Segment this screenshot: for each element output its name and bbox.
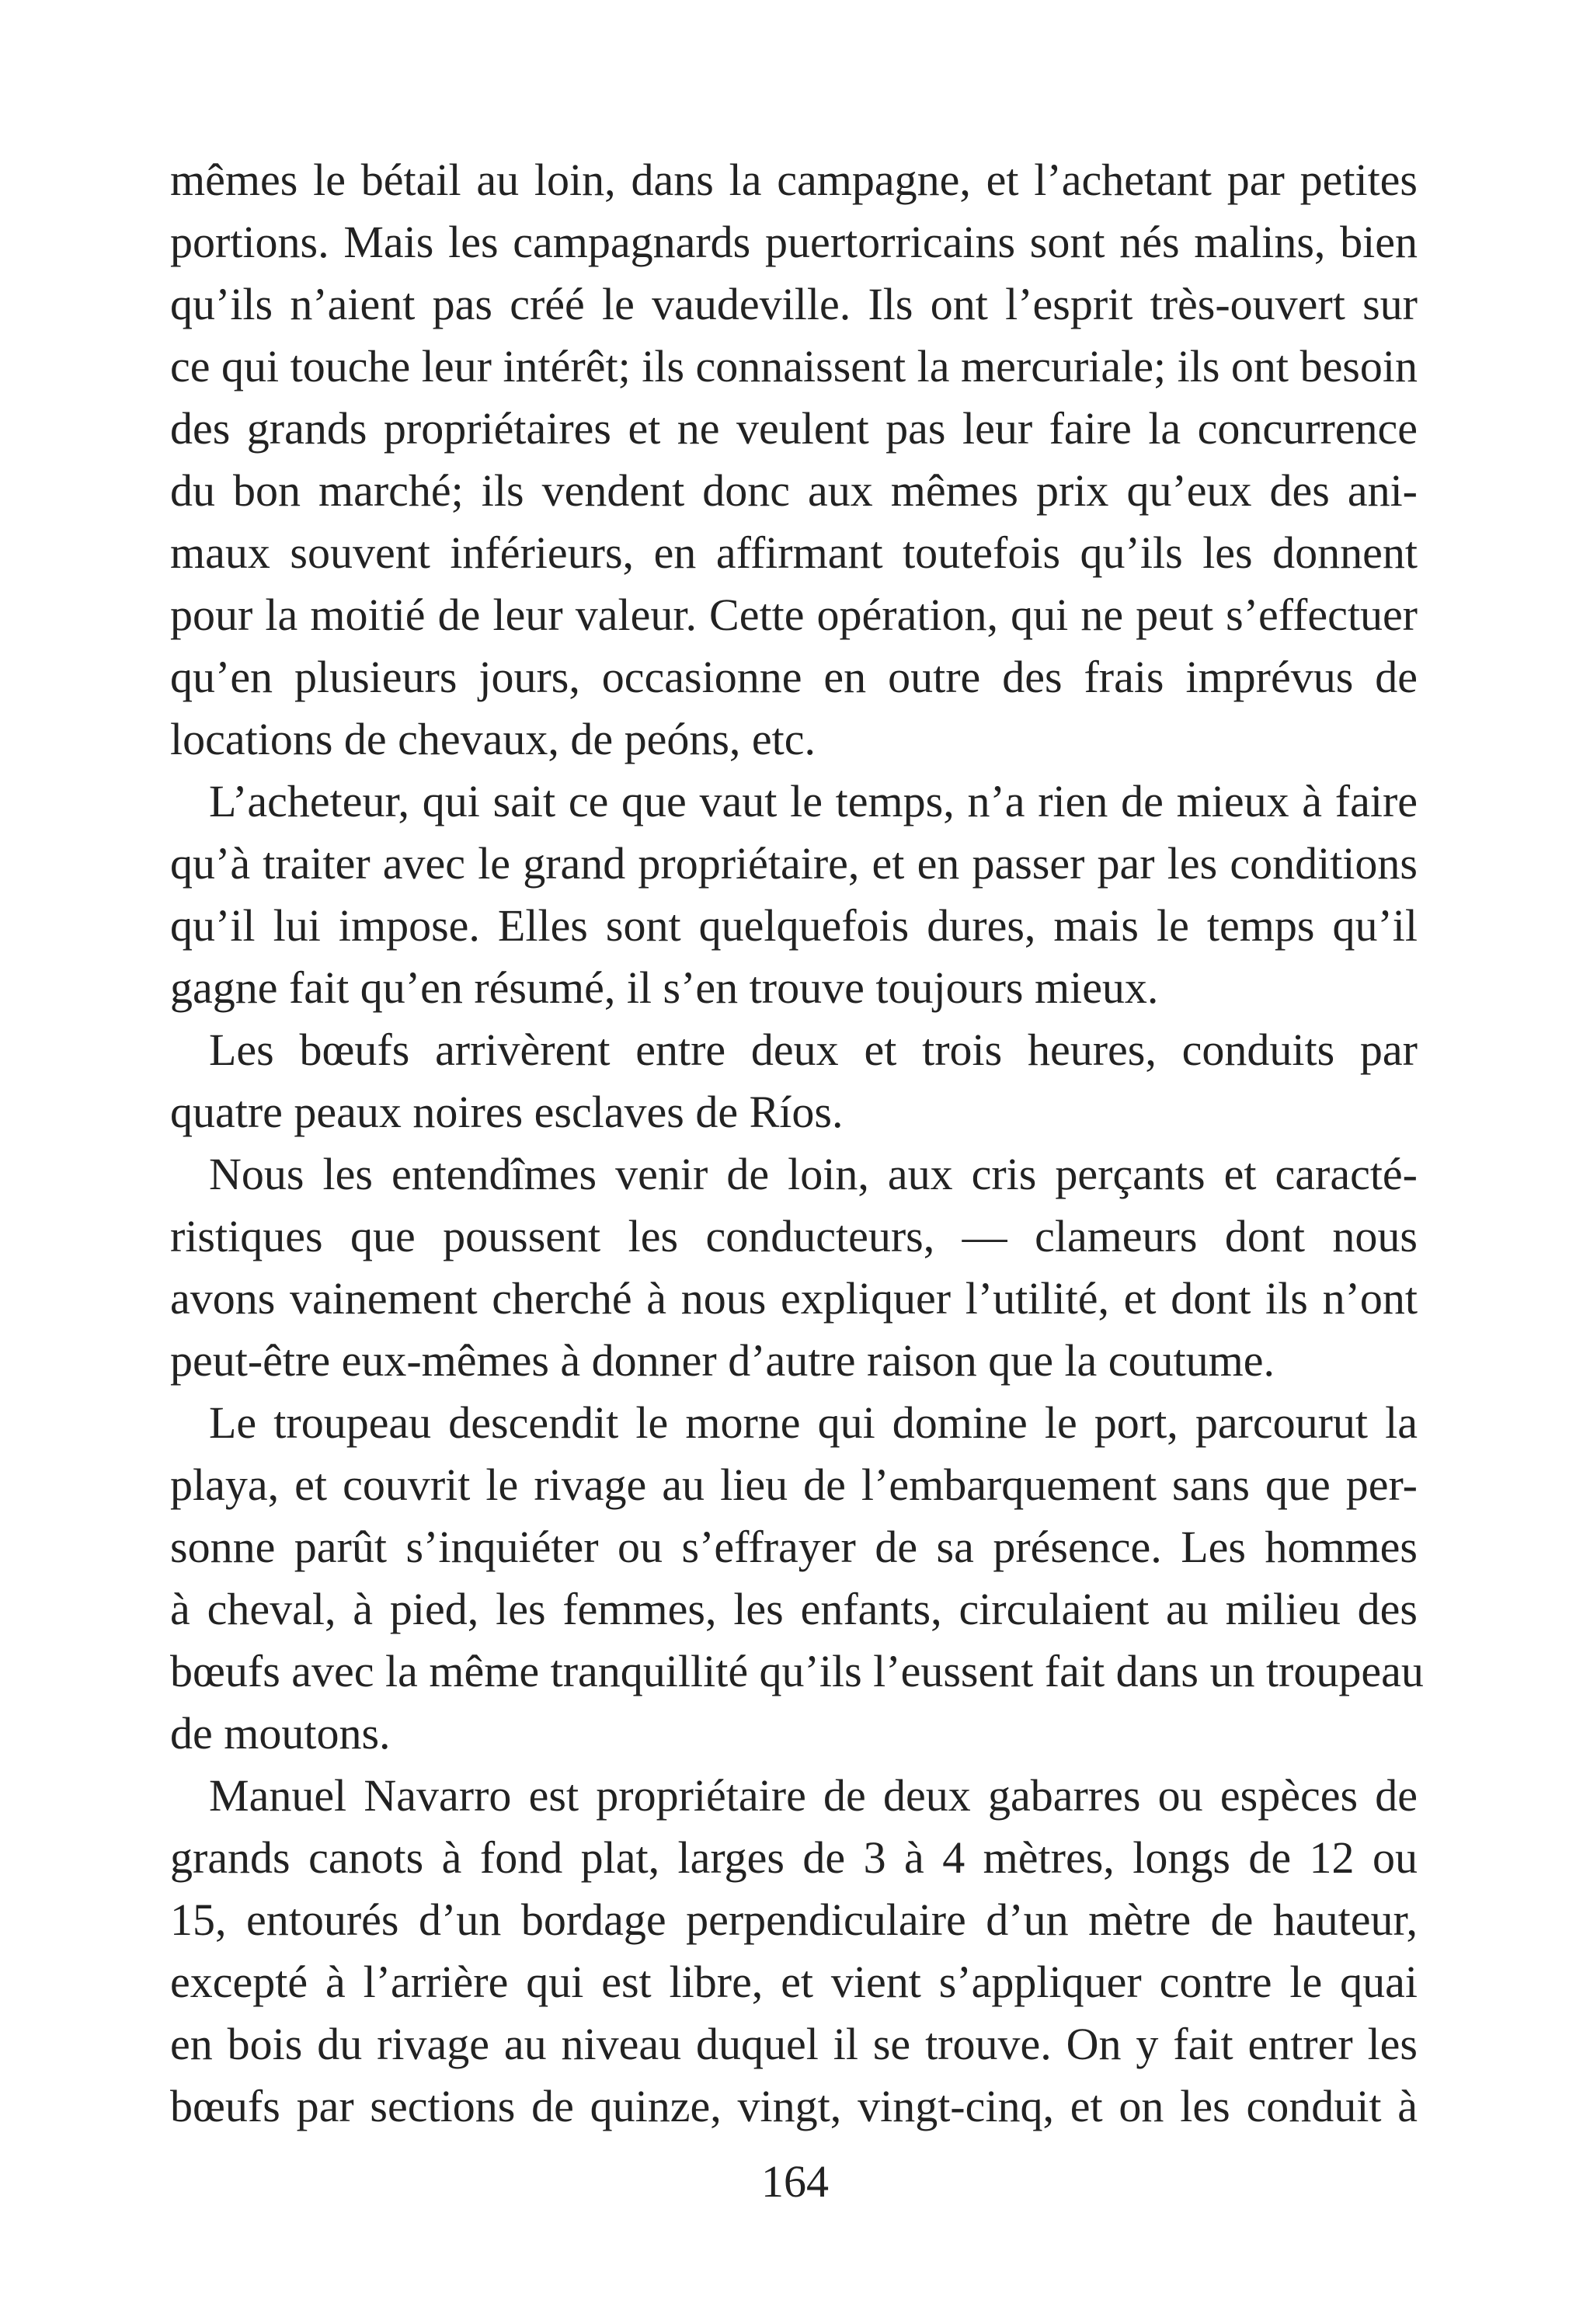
text-line: sonne parût s’inquiéter ou s’effrayer de sa présence. Les hommes [170,1522,1418,1572]
text-line: à cheval, à pied, les femmes, les enfants, circulaient au milieu des [170,1584,1418,1634]
paragraph-first-line: Manuel Navarro est propriétaire de deux gabarres ou espèces de [209,1770,1418,1821]
text-line: quatre peaux noires esclaves de Ríos. [170,1087,844,1137]
text-line: qu’ils n’aient pas créé le vaudeville. Ils ont l’esprit très-ouvert sur [170,279,1418,329]
text-line: bœufs par sections de quinze, vingt, vingt-cinq, et on les conduit à [170,2081,1418,2131]
text-line: pour la moitié de leur valeur. Cette opération, qui ne peut s’effectuer [170,590,1418,640]
text-line: en bois du rivage au niveau duquel il se trouve. On y fait entrer les [170,2019,1418,2069]
text-line: grands canots à fond plat, larges de 3 à 4 mètres, longs de 12 ou [170,1832,1418,1883]
text-line: excepté à l’arrière qui est libre, et vient s’appliquer contre le quai [170,1957,1418,2007]
text-line: gagne fait qu’en résumé, il s’en trouve toujours mieux. [170,962,1159,1013]
paragraph-first-line: Nous les entendîmes venir de loin, aux cris perçants et caracté- [209,1149,1418,1199]
text-line: 15, entourés d’un bordage perpendiculaire d’un mètre de hauteur, [170,1894,1418,1945]
text-line: playa, et couvrit le rivage au lieu de l’embarquement sans que per- [170,1459,1418,1510]
text-line: qu’il lui impose. Elles sont quelquefois dures, mais le temps qu’il [170,900,1418,951]
text-line: mêmes le bétail au loin, dans la campagne, et l’achetant par petites [170,155,1418,205]
paragraph-first-line: Les bœufs arrivèrent entre deux et trois heures, conduits par [209,1025,1418,1075]
paragraph-first-line: L’acheteur, qui sait ce que vaut le temps, n’a rien de mieux à faire [209,776,1418,826]
text-line: locations de chevaux, de peóns, etc. [170,714,816,764]
text-line: avons vainement cherché à nous expliquer l’utilité, et dont ils n’ont [170,1273,1418,1324]
text-line: ce qui touche leur intérêt; ils connaissent la mercuriale; ils ont besoin [170,341,1418,391]
text-line: ristiques que poussent les conducteurs, — clameurs dont nous [170,1211,1418,1261]
page-number: 164 [761,2156,829,2207]
text-line: bœufs avec la même tranquillité qu’ils l’eussent fait dans un troupeau [170,1646,1424,1696]
text-line: qu’en plusieurs jours, occasionne en outre des frais imprévus de [170,652,1418,702]
text-line: du bon marché; ils vendent donc aux mêmes prix qu’eux des ani- [170,465,1418,516]
paragraph-first-line: Le troupeau descendit le morne qui domine le port, parcourut la [209,1397,1418,1448]
text-line: de moutons. [170,1708,391,1759]
text-line: peut-être eux-mêmes à donner d’autre raison que la coutume. [170,1335,1275,1386]
text-line: maux souvent inférieurs, en affirmant toutefois qu’ils les donnent [170,527,1418,578]
text-line: des grands propriétaires et ne veulent pas leur faire la concurrence [170,403,1418,454]
body-text [170,149,1424,2138]
text-line: qu’à traiter avec le grand propriétaire, et en passer par les conditions [170,838,1418,889]
text-line: portions. Mais les campagnards puertorricains sont nés malins, bien [170,217,1418,267]
